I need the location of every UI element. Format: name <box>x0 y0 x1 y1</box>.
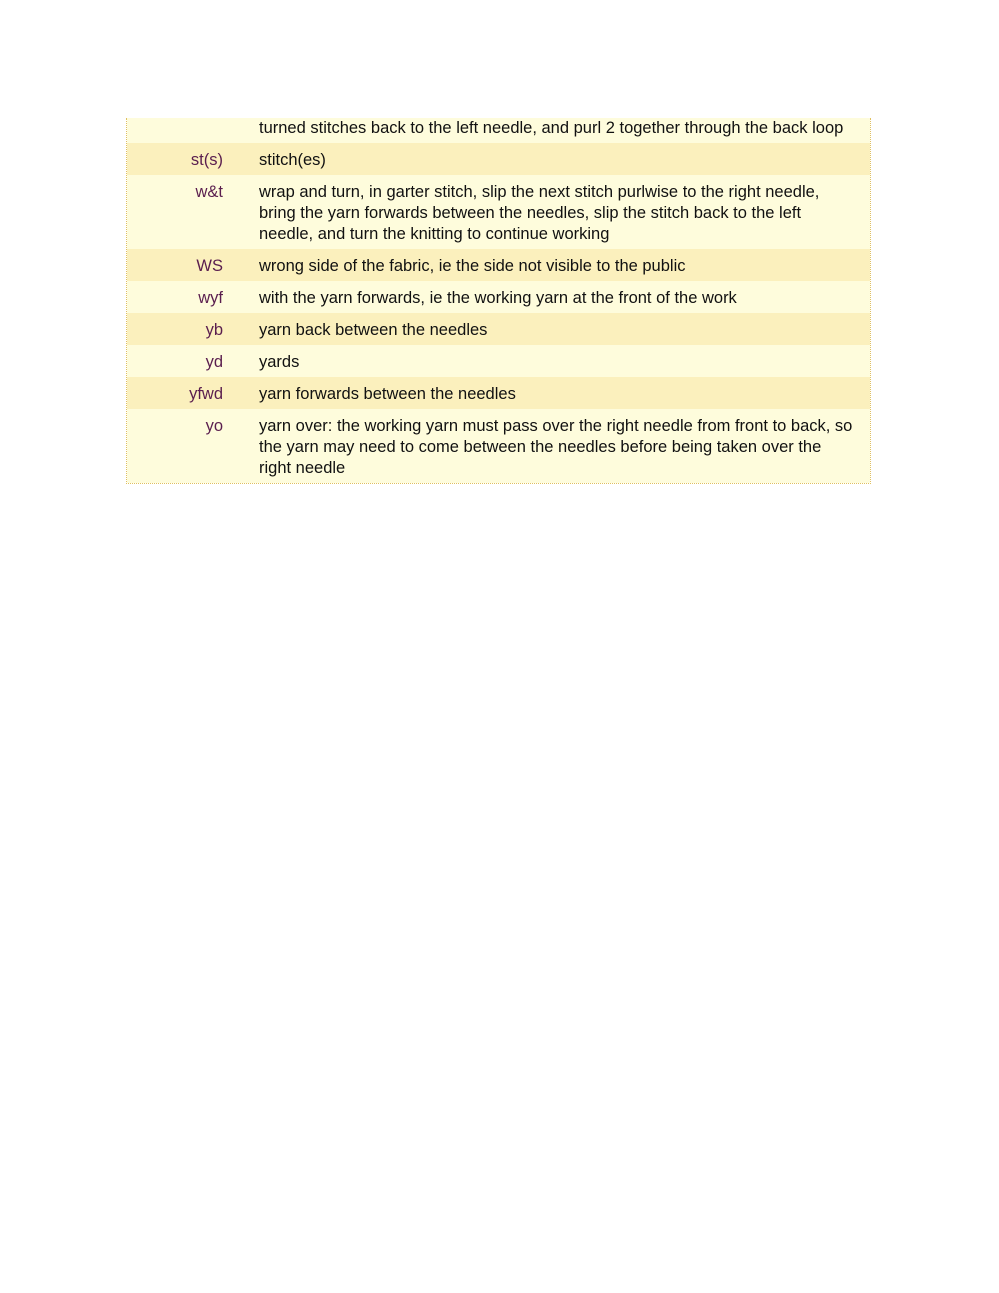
table-row <box>127 175 870 249</box>
abbreviation-definition: yards <box>259 353 300 371</box>
abbreviation-definition: stitch(es) <box>259 151 326 169</box>
abbreviation-term: yo <box>205 417 223 435</box>
abbreviation-term: wyf <box>198 289 223 307</box>
table-row <box>127 313 870 345</box>
table-row <box>127 281 870 313</box>
abbreviation-term: yb <box>205 321 223 339</box>
abbreviation-definition: wrap and turn, in garter stitch, slip the next stitch purlwise to the right needle, bring the yarn forwards between the needles, slip the stitch back to the left needle, and turn the knitting to continue working <box>259 183 820 243</box>
abbreviation-term: yd <box>205 353 223 371</box>
abbreviation-definition: turned stitches back to the left needle, and purl 2 together through the back loop <box>259 119 844 137</box>
table-row <box>127 143 870 175</box>
table-row <box>127 249 870 281</box>
abbreviation-definition: with the yarn forwards, ie the working yarn at the front of the work <box>259 289 737 307</box>
abbreviation-term: st(s) <box>190 151 223 169</box>
abbreviation-definition: yarn back between the needles <box>259 321 488 339</box>
table-row <box>127 118 870 143</box>
table-row <box>127 345 870 377</box>
abbreviations-table <box>126 118 871 484</box>
table-row <box>127 409 870 483</box>
abbreviation-definition: yarn over: the working yarn must pass over the right needle from front to back, so the yarn may need to come between the needles before being taken over the right needle <box>259 417 853 477</box>
abbreviation-definition: yarn forwards between the needles <box>259 385 516 403</box>
abbreviation-definition: wrong side of the fabric, ie the side not visible to the public <box>259 257 686 275</box>
abbreviation-term: w&t <box>195 183 223 201</box>
table-row <box>127 377 870 409</box>
abbreviation-term: yfwd <box>189 385 223 403</box>
abbreviation-term: WS <box>196 257 223 275</box>
